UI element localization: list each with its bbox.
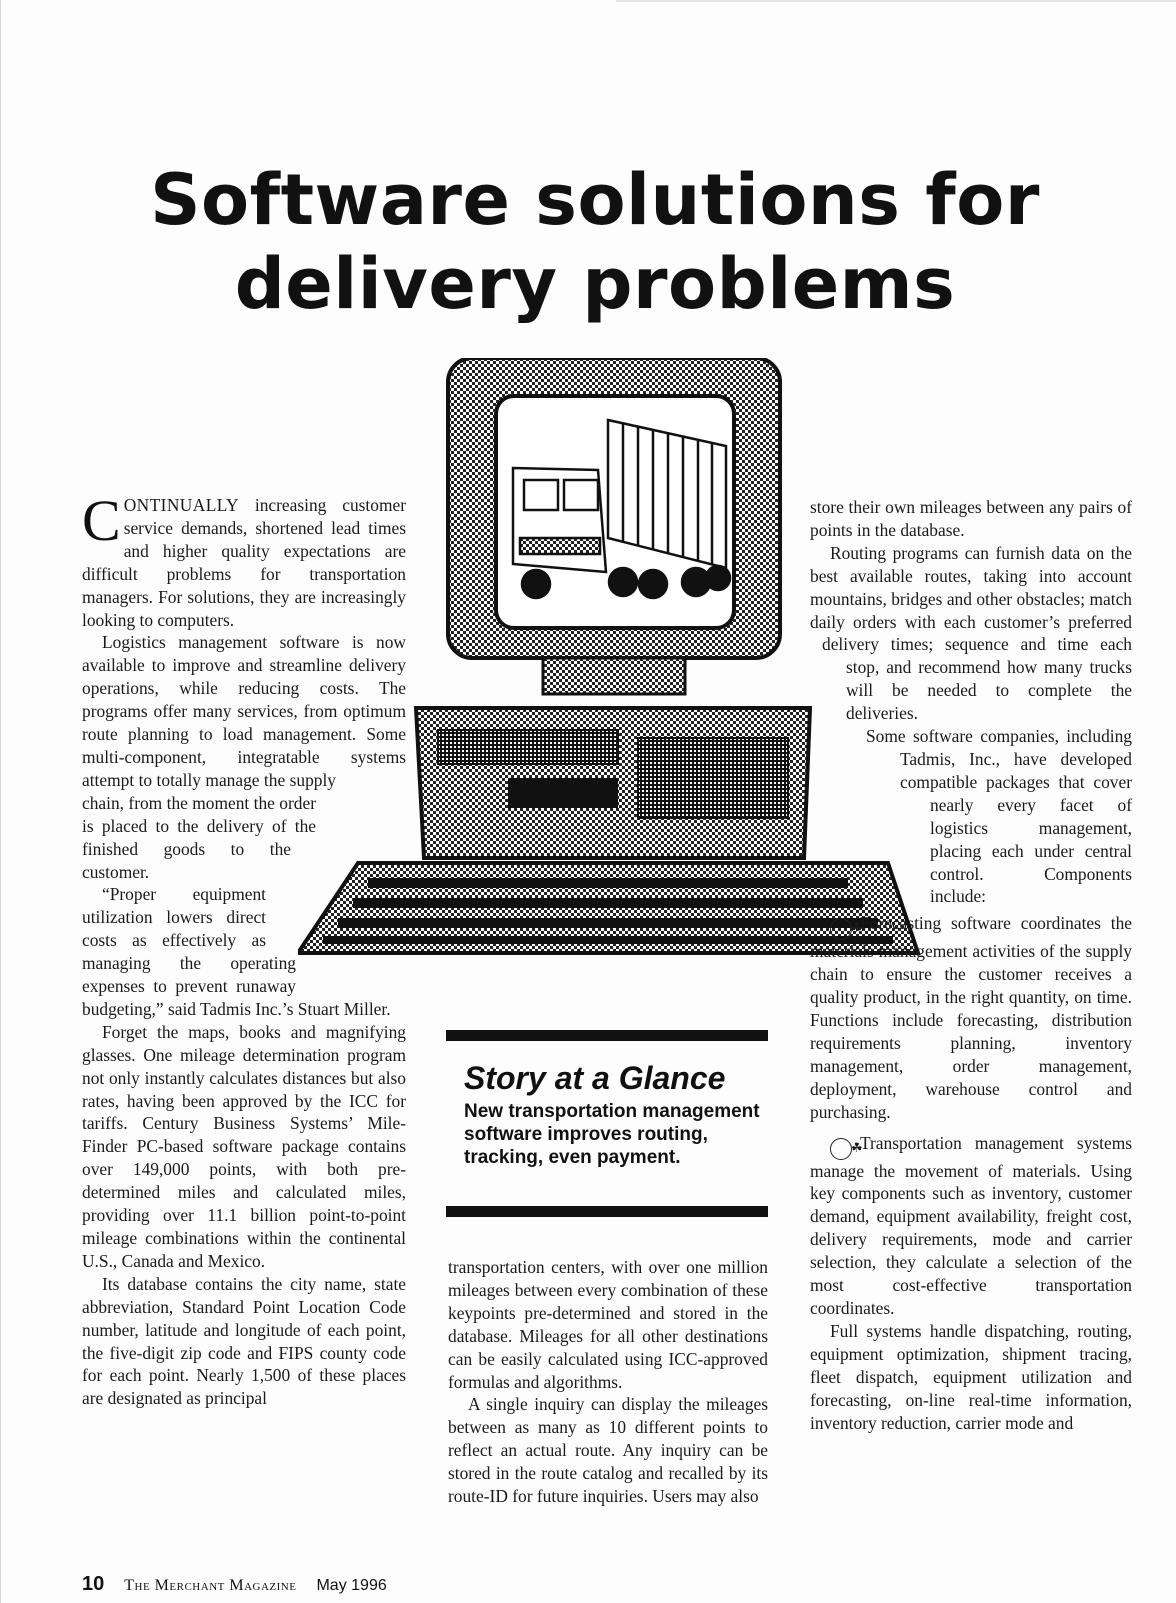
wrap-spacer-f [296,951,406,997]
paragraph-5: Its database contains the city name, state abbreviation, Standard Point Location Code number, latitude and longitude of each point, the five-digit zip code and FIPS county code for each point. Nearly 1,500 of these places are designated as principal [82,1273,406,1409]
scan-top-line [616,0,1176,2]
headline-line-1: Software solutions for [150,159,1040,241]
wrap-spacer-j [810,770,900,816]
wrap-spacer-k [810,816,930,886]
col2-paragraph-1: transportation centers, with over one million mileages between every combination of these keypoints pre-determined and stored in the database. Mileages for all other destinations can be easily calculated using ICC-approved formulas and algorithms. [448,1257,768,1392]
col3-paragraph-6: Full systems handle dispatching, routing, equipment optimization, shipment tracing, fleet dispatch, equipment utilization and forecasting, on-line real-time information, inventory reduction, carrier mode and [810,1320,1132,1433]
lead-small-caps: ONTINUALLY [123,495,239,515]
paragraph-4: Forget the maps, books and magnifying glasses. One mileage determination program not only instantly calculates distances but also rates, having been approved by the ICC for tariffs. Century Business Systems’ Mile-Finder PC-based software package contains over 149,000 points, with both pre-determined miles and calculated miles, providing over 11.1 billion point-to-point mileage combinations within the continental U.S., Canada and Mexico. [82,1021,406,1271]
issue-date: May 1996 [316,1577,387,1594]
glance-top-rule [446,1030,768,1041]
article-column-2 [448,1256,768,1508]
lead-paragraph-text: increasing customer service demands, shortened lead times and higher quality expectations are difficult problems for transportation managers. For solutions, they are increasingly looking to computers. [82,495,406,630]
drive-bay-3 [638,738,788,818]
glance-bottom-rule [446,1206,768,1217]
col3-paragraph-5 [810,1132,1132,1320]
scan-edge-line [0,0,1,1603]
article-column-3 [810,496,1132,1434]
col3-paragraph-1: store their own mileages between any pairs of points in the database. [810,497,1132,540]
col3-paragraph-2: Routing programs can furnish data on the best available routes, taking into account mountains, bridges and other obstacles; match daily orders with each customer’s preferred delivery times; sequence and time each stop, and recommend how many trucks will be needed to complete the deliveries. [810,542,1132,724]
monitor-stand [543,658,685,694]
trefoil-bullet-icon: ☘ [830,918,852,940]
wrap-spacer-h [810,656,822,678]
drop-cap: C [82,488,121,553]
paragraph-3: “Proper equipment utilization lowers direct costs as effectively as managing the operating expenses to prevent runaway budgeting,” said Tadmis Inc.’s Stuart Miller. [82,884,391,1019]
col3-paragraph-4-text: Forecasting software coordinates the materials management activities of the supply chain to ensure the customer receives a quality product, in the right quantity, on time. Functions include forecasting, distribution requirements planning, inventory management, order management, deployment, warehouse control and purchasing. [810,913,1132,1122]
wrap-spacer-c [316,813,406,859]
page-footer [82,1573,682,1597]
glance-title: Story at a Glance [464,1060,726,1096]
glance-summary: New transportation management software improves routing, tracking, even payment. [464,1101,760,1168]
headline-line-2: delivery problems [234,243,956,325]
col3-paragraph-5-text: Transportation management systems manage the movement of materials. Using key components such as inventory, customer demand, equipment availability, freight cost, delivery requirements, mode and carrier selection, they calculate a selection of the most cost-effective transportation coordinates. [810,1132,1132,1318]
wrap-spacer-e [266,905,406,951]
paragraph-lead [82,488,406,631]
magazine-name: The Merchant Magazine [124,1577,297,1594]
paragraph-2: Logistics management software is now available to improve and streamline delivery operations, while reducing costs. The programs offer many services, from optimum route planning to load management. Some multi-component, integratable systems attempt to totally manage the supply chain, from the moment the order is placed to the delivery of the finished goods to the customer. [82,632,406,882]
page-number: 10 [82,1573,105,1595]
drive-bay-1 [438,730,618,764]
story-at-a-glance-box [446,1030,768,1220]
col3-paragraph-3: Some software companies, including Tadmis, Inc., have developed compatible packages that cover nearly every facet of logistics management, placing each under central control. Components include: [866,726,1132,907]
headline [80,158,1110,326]
drive-bay-2 [508,778,618,808]
wrap-spacer-i [810,678,846,770]
wrap-spacer-b [336,791,406,813]
article-column-1 [82,488,406,1410]
col3-paragraph-4 [810,912,1132,1123]
col2-paragraph-2: A single inquiry can display the mileages between as many as 10 different points to reflect an actual route. Any inquiry can be stored in the route catalog and recalled by its route-ID for future inquiries. Users may also [448,1394,768,1507]
trefoil-bullet-icon: ☘ [830,1138,852,1160]
wrap-spacer-d [291,859,406,905]
